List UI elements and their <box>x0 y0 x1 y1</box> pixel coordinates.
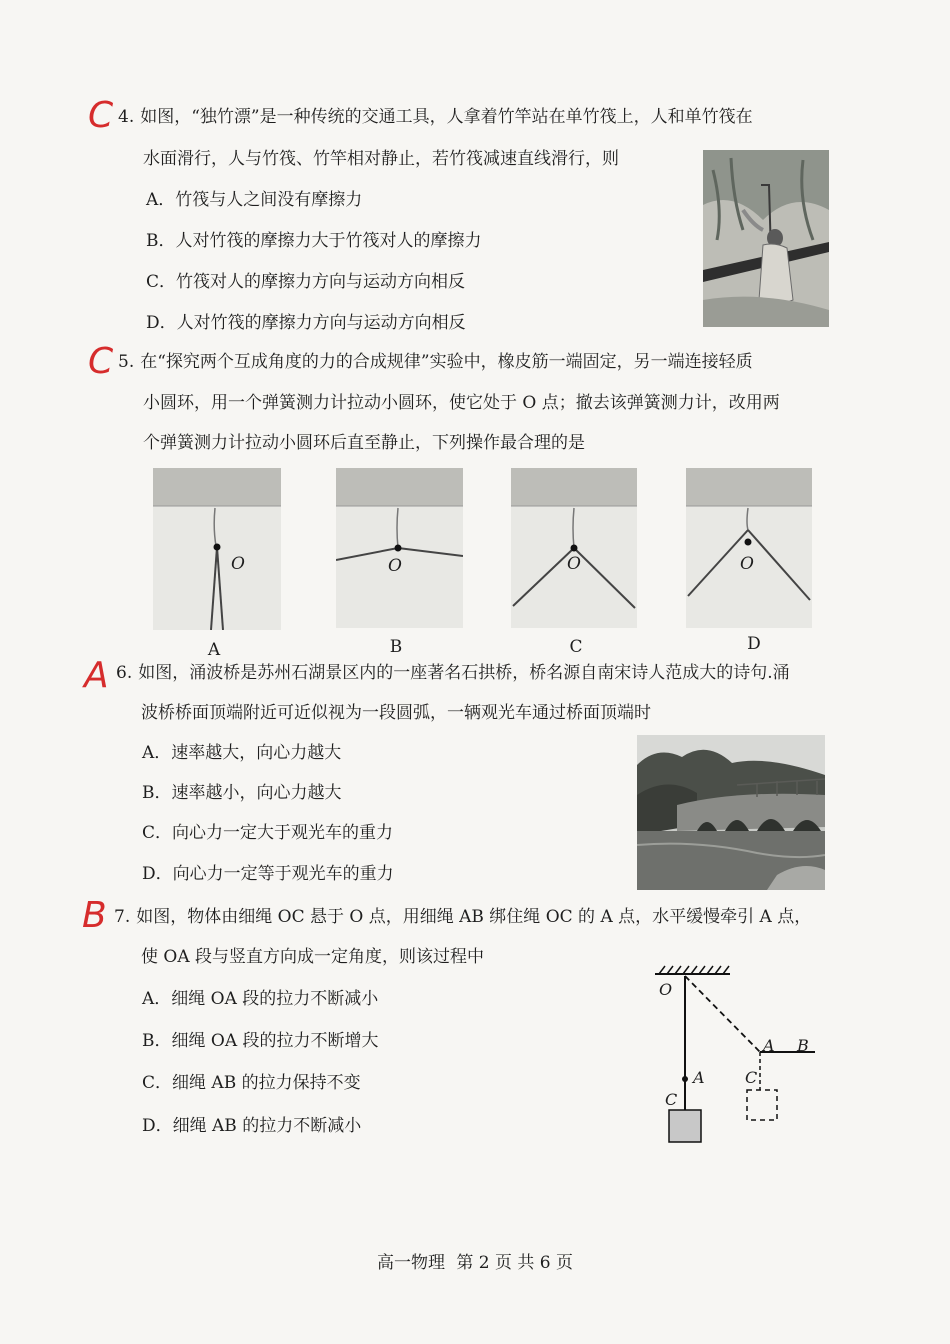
q5-stem-line3: 个弹簧测力计拉动小圆环后直至静止，下列操作最合理的是 <box>143 433 585 453</box>
q7-option-d: D．细绳 AB 的拉力不断减小 <box>142 1116 362 1136</box>
q7-label-b: B <box>797 1036 809 1055</box>
q6-option-d: D．向心力一定等于观光车的重力 <box>142 864 394 884</box>
q7-label-a2: A <box>763 1036 775 1055</box>
q5-number: 5. <box>118 352 135 372</box>
q7-stem-line1: 7. 如图，物体由细绳 OC 悬于 O 点，用细绳 AB 绑住绳 OC 的 A 点，水平缓慢牵引 A 点， <box>114 907 812 927</box>
q6-number: 6. <box>116 663 133 683</box>
q5-figure-c <box>511 468 637 628</box>
q5-figure-a-point-o: O <box>231 554 245 574</box>
q7-label-c2: C <box>745 1068 758 1087</box>
q5-figure-d-label: D <box>747 634 761 654</box>
q4-bamboo-raft-photo <box>703 150 829 327</box>
q4-number: 4. <box>118 107 135 127</box>
q7-rope-diagram <box>645 960 825 1150</box>
q6-stem-line2: 波桥桥面顶端附近可近似视为一段圆弧，一辆观光车通过桥面顶端时 <box>141 703 651 723</box>
q7-stem-line2: 使 OA 段与竖直方向成一定角度，则该过程中 <box>141 947 485 967</box>
q7-label-c1: C <box>665 1090 678 1109</box>
q6-option-c: C．向心力一定大于观光车的重力 <box>142 823 394 843</box>
q5-figure-b-point-o: O <box>388 556 402 576</box>
q5-figure-b <box>336 468 463 628</box>
q6-stem-line1: 6. 如图，涌波桥是苏州石湖景区内的一座著名石拱桥，桥名源自南宋诗人范成大的诗句.涌 <box>116 663 790 683</box>
q6-bridge-photo <box>637 735 825 890</box>
q7-option-a: A．细绳 OA 段的拉力不断减小 <box>142 989 379 1009</box>
q7-option-c: C．细绳 AB 的拉力保持不变 <box>142 1073 361 1093</box>
q6-option-b: B．速率越小，向心力越大 <box>142 783 342 803</box>
q7-label-o: O <box>659 980 673 999</box>
q5-stem-line1: 5. 在“探究两个互成角度的力的合成规律”实验中，橡皮筋一端固定，另一端连接轻质 <box>118 352 753 372</box>
grading-mark-q7: B <box>82 895 107 936</box>
q4-option-b: B．人对竹筏的摩擦力大于竹筏对人的摩擦力 <box>146 231 482 251</box>
q4-stem-line1: 4. 如图，“独竹漂”是一种传统的交通工具，人拿着竹竿站在单竹筏上，人和单竹筏在 <box>118 107 753 127</box>
q5-stem-line2: 小圆环，用一个弹簧测力计拉动小圆环，使它处于 O 点；撤去该弹簧测力计，改用两 <box>143 393 780 413</box>
q5-figure-d-point-o: O <box>740 554 754 574</box>
q4-stem-line2: 水面滑行，人与竹筏、竹竿相对静止，若竹筏减速直线滑行，则 <box>143 149 619 169</box>
q5-figure-c-point-o: O <box>567 554 581 574</box>
q5-figure-c-label: C <box>569 637 583 657</box>
q6-option-a: A．速率越大，向心力越大 <box>142 743 342 763</box>
q5-figure-a <box>153 468 281 630</box>
page-footer <box>0 1248 950 1273</box>
q7-number: 7. <box>114 907 131 927</box>
grading-mark-q6: A <box>84 655 109 696</box>
q7-label-a1: A <box>693 1068 705 1087</box>
q5-figure-b-label: B <box>389 637 403 657</box>
footer-page-number: 第 2 页 共 6 页 <box>456 1253 574 1273</box>
q5-figure-a-label: A <box>207 640 221 660</box>
footer-subject: 高一物理 <box>376 1253 445 1273</box>
q5-figure-d <box>686 468 812 628</box>
grading-mark-q4: C <box>88 95 114 136</box>
q4-option-d: D．人对竹筏的摩擦力方向与运动方向相反 <box>146 313 466 333</box>
grading-mark-q5: C <box>88 341 114 382</box>
q4-option-c: C．竹筏对人的摩擦力方向与运动方向相反 <box>146 272 466 292</box>
q4-option-a: A．竹筏与人之间没有摩擦力 <box>146 190 363 210</box>
q7-option-b: B．细绳 OA 段的拉力不断增大 <box>142 1031 379 1051</box>
